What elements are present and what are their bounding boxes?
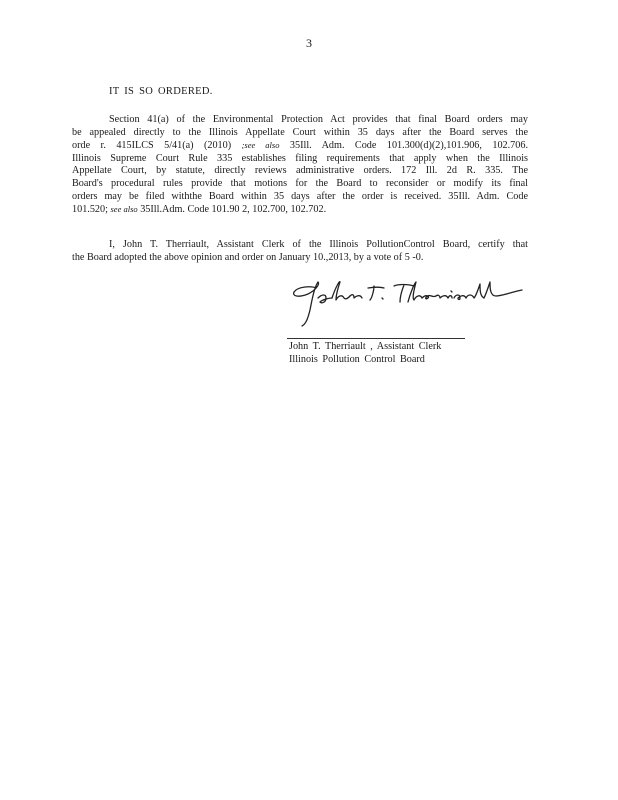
ordered-heading: IT IS SO ORDERED. — [109, 86, 213, 97]
appeal-line-8-rest: 35Ill.Adm. Code 101.90 2, 102.700, 102.702. — [140, 204, 327, 216]
appeal-line-2: be appealed directly to the Illinois Appellate Court within 35 days after the Board serves the — [72, 126, 528, 138]
handwritten-signature — [290, 276, 530, 328]
appeal-line-8-start: 101.520; — [72, 204, 108, 216]
appeal-line-6: Board's procedural rules provide that motions for the Board to reconsider or modify its final — [72, 177, 528, 189]
appeal-line-5: Appellate Court, by statute, directly reviews administrative orders. 172 Ill. 2d R. 335. The — [72, 165, 528, 177]
appeal-line-3-start: orde r. 415ILCS 5/41(a) (2010) — [72, 140, 232, 152]
certification-line-1: I, John T. Therriault, Assistant Clerk of the Illinois PollutionControl Board, certify that — [109, 239, 528, 250]
appeal-line-1: Section 41(a) of the Environmental Protection Act provides that final Board orders may — [109, 114, 528, 125]
appeal-line-8 — [72, 203, 528, 217]
see-also-text-2: see also — [110, 204, 138, 215]
signer-block — [289, 341, 441, 367]
appeal-line-3 — [72, 139, 528, 153]
certification-paragraph — [72, 239, 528, 264]
signer-name-title: John T. Therriault , Assistant Clerk — [289, 341, 442, 352]
appeal-line-7: orders may be filed withthe Board within 35 days after the order is received. 35Ill. Adm. Code — [72, 190, 528, 202]
signer-organization: Illinois Pollution Control Board — [289, 353, 425, 365]
see-also-text: ;see also — [241, 140, 280, 151]
certification-line-2: the Board adopted the above opinion and order on January 10.,2013, by a vote of 5 -0. — [72, 251, 424, 263]
page-number: 3 — [306, 36, 312, 50]
appeal-line-3-rest: 35Ill. Adm. Code 101.300(d)(2),101.906, 102.706. — [289, 140, 529, 152]
signature-line — [287, 338, 465, 339]
appeal-paragraph — [72, 114, 528, 217]
appeal-line-4: Illinois Supreme Court Rule 335 establishes filing requirements that apply when the Illinois — [72, 152, 528, 164]
